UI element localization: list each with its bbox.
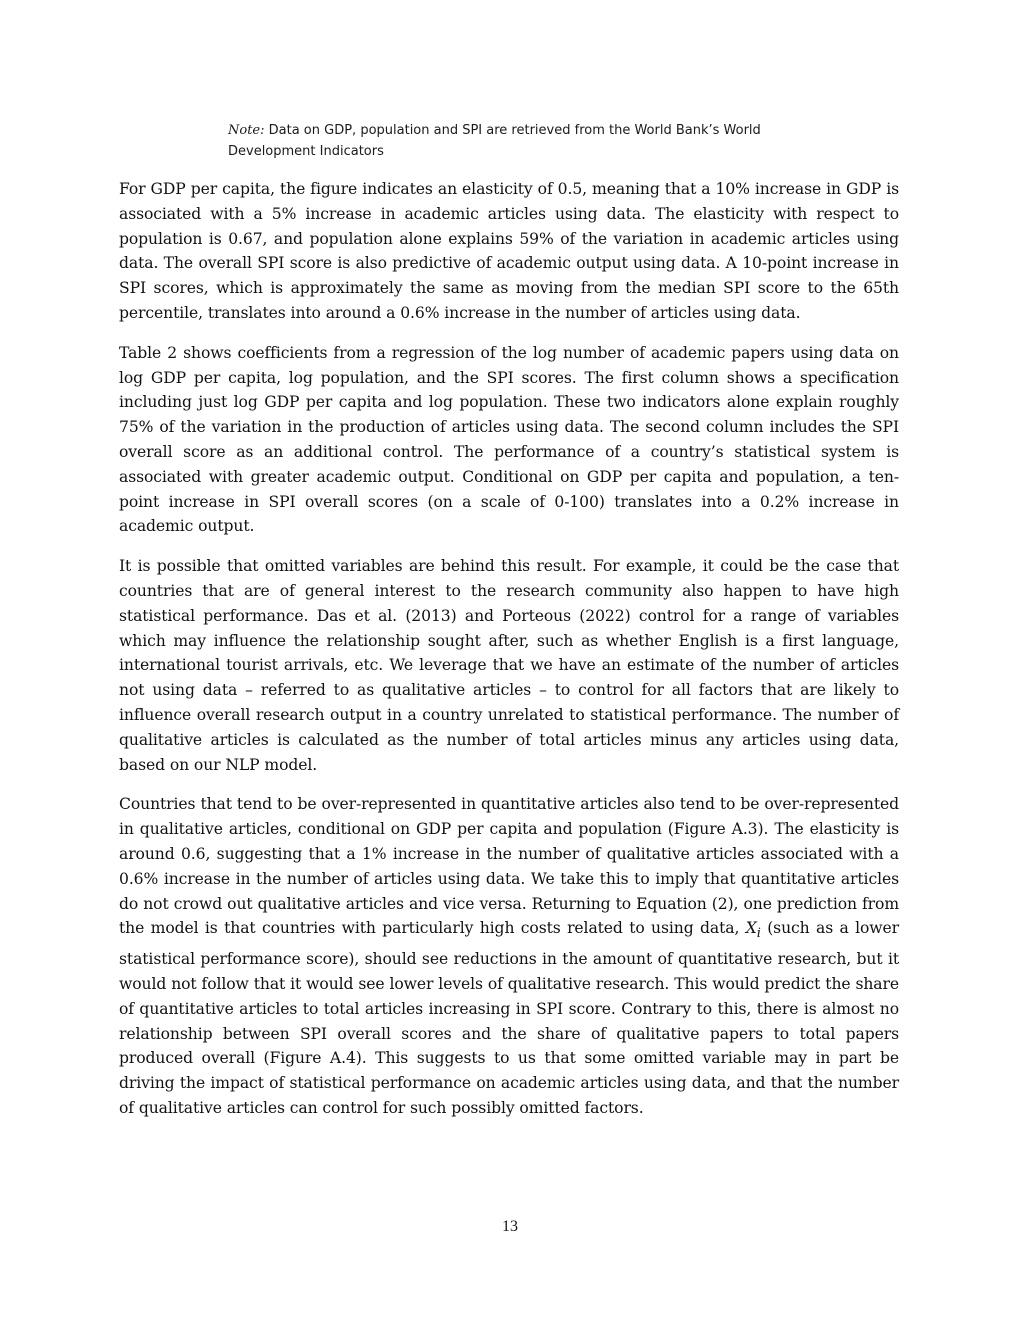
paragraph-qualitative-articles — [119, 792, 899, 1120]
paragraph-table-2-regression: Table 2 shows coefficients from a regression of the log number of academic papers using data on log GDP per capita, log population, and the SPI scores. The first column shows a specification including just log GDP per capita and log population. These two indicators alone explain roughly 75% of the variation in the production of articles using data. The second column includes the SPI overall score as an additional control. The performance of a country’s statistical system is associated with greater academic output. Conditional on GDP per capita and population, a ten-point increase in SPI overall scores (on a scale of 0-100) translates into a 0.2% increase in academic output. — [119, 343, 899, 536]
math-variable-base: X — [745, 919, 757, 938]
paragraph-omitted-variables: It is possible that omitted variables are behind this result. For example, it could be the case that countries that are of general interest to the research community also happen to have high statistical performance. Das et al. (2013) and Porteous (2022) control for a range of variables which may influence the relationship sought after, such as whether English is a first language, international tourist arrivals, etc. We leverage that we have an estimate of the number of articles not using data – referred to as qualitative articles – to control for all factors that are likely to influence overall research output in a country unrelated to statistical performance. The number of qualitative articles is calculated as the number of total articles minus any articles using data, based on our NLP model. — [119, 557, 899, 774]
paragraph-text-before-variable: Countries that tend to be over-represented in quantitative articles also tend to be over-represented in qualitative articles, conditional on GDP per capita and population (Figure A.3). The elasticity is around 0.6, suggesting that a 1% increase in the number of qualitative articles associated with a 0.6% increase in the number of articles using data. We take this to imply that quantitative articles do not crowd out qualitative articles and vice versa. Returning to Equation (2), one prediction from the model is that countries with particularly high costs related to using data, — [119, 795, 899, 938]
figure-source-note — [228, 120, 828, 162]
note-label: Note: — [228, 123, 265, 138]
math-variable-subscript: i — [756, 926, 761, 942]
body-text — [119, 177, 899, 1136]
note-text: Data on GDP, population and SPI are retrieved from the World Bank’s World Development Indicators — [228, 123, 761, 159]
math-variable-x — [745, 919, 761, 942]
paragraph-gdp-elasticity: For GDP per capita, the figure indicates an elasticity of 0.5, meaning that a 10% increase in GDP is associated with a 5% increase in academic articles using data. The elasticity with respect to population is 0.67, and population alone explains 59% of the variation in academic articles using data. The overall SPI score is also predictive of academic output using data. A 10-point increase in SPI scores, which is approximately the same as moving from the median SPI score to the 65th percentile, translates into around a 0.6% increase in the number of articles using data. — [119, 180, 899, 322]
paragraph-text-after-variable: (such as a lower statistical performance score), should see reductions in the amount of quantitative research, but it would not follow that it would see lower levels of qualitative research. This would predict the share of quantitative articles to total articles increasing in SPI score. Contrary to this, there is almost no relationship between SPI overall scores and the share of qualitative papers to total papers produced overall (Figure A.4). This suggests to us that some omitted variable may in part be driving the impact of statistical performance on academic articles using data, and that the number of qualitative articles can control for such possibly omitted factors. — [119, 919, 899, 1117]
page-number: 13 — [502, 1218, 518, 1235]
